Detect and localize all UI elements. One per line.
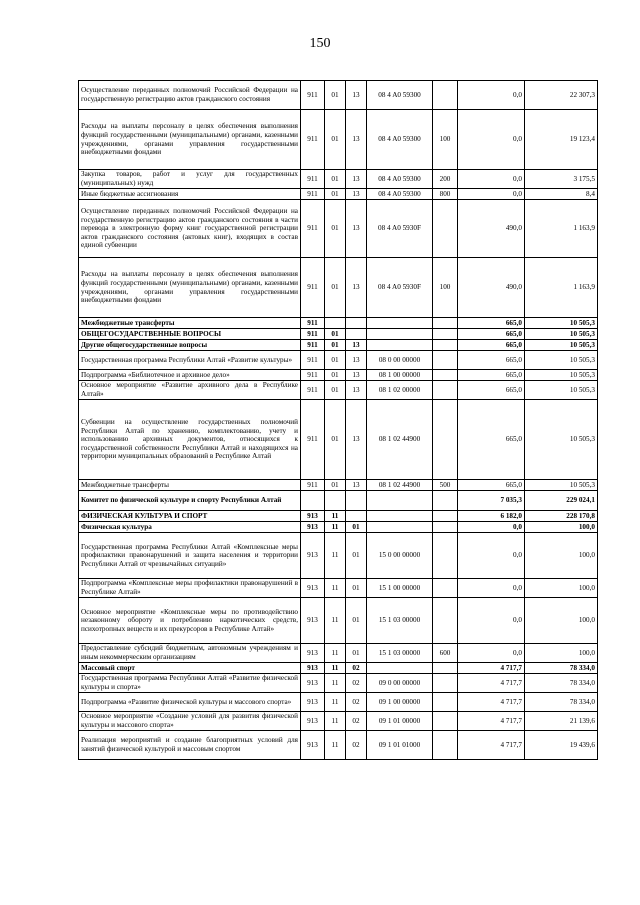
row-name: Осуществление переданных полномочий Российской Федерации на государственную регистрацию актов гражданского состояния	[79, 81, 301, 110]
row-name: Реализация мероприятий и создание благоприятных условий для занятий физической культурой и массовым спортом	[79, 731, 301, 760]
section-code: 11	[325, 511, 346, 522]
table-body	[79, 81, 598, 760]
section-code: 01	[325, 200, 346, 258]
expense-type-code	[433, 351, 458, 370]
table-row	[79, 400, 598, 480]
row-name: Подпрограмма «Библиотечное и архивное дело»	[79, 370, 301, 381]
amount-col-2: 10 505,3	[525, 480, 598, 491]
dept-code: 913	[301, 674, 325, 693]
target-article-code: 08 1 02 44900	[367, 480, 433, 491]
amount-col-1: 0,0	[458, 533, 525, 579]
amount-col-2: 10 505,3	[525, 318, 598, 329]
section-code	[325, 318, 346, 329]
row-name: Межбюджетные трансферты	[79, 318, 301, 329]
subsection-code: 13	[346, 81, 367, 110]
target-article-code	[367, 318, 433, 329]
amount-col-1: 4 717,7	[458, 731, 525, 760]
amount-col-2: 10 505,3	[525, 351, 598, 370]
expense-type-code	[433, 511, 458, 522]
amount-col-1: 490,0	[458, 200, 525, 258]
expense-type-code: 100	[433, 258, 458, 318]
target-article-code: 15 1 03 00000	[367, 598, 433, 644]
table-row	[79, 189, 598, 200]
expense-type-code: 800	[433, 189, 458, 200]
amount-col-2: 100,0	[525, 533, 598, 579]
amount-col-1: 665,0	[458, 480, 525, 491]
expense-type-code	[433, 381, 458, 400]
dept-code: 911	[301, 200, 325, 258]
amount-col-1: 0,0	[458, 598, 525, 644]
dept-code: 913	[301, 731, 325, 760]
amount-col-2: 10 505,3	[525, 329, 598, 340]
dept-code: 913	[301, 644, 325, 663]
subsection-code: 02	[346, 674, 367, 693]
amount-col-1: 665,0	[458, 370, 525, 381]
subsection-code	[346, 511, 367, 522]
subsection-code: 13	[346, 258, 367, 318]
subsection-code: 01	[346, 579, 367, 598]
table-row	[79, 110, 598, 170]
target-article-code: 08 1 02 00000	[367, 381, 433, 400]
dept-code: 911	[301, 370, 325, 381]
amount-col-2: 100,0	[525, 579, 598, 598]
target-article-code: 08 4 A0 59300	[367, 189, 433, 200]
amount-col-2: 21 139,6	[525, 712, 598, 731]
dept-code: 911	[301, 381, 325, 400]
row-name: Основное мероприятие «Создание условий для развития физической культуры и массового спорта»	[79, 712, 301, 731]
dept-code: 911	[301, 400, 325, 480]
dept-code: 913	[301, 693, 325, 712]
table-row	[79, 480, 598, 491]
expense-type-code	[433, 674, 458, 693]
expense-type-code	[433, 370, 458, 381]
target-article-code: 08 4 A0 59300	[367, 110, 433, 170]
table-row	[79, 370, 598, 381]
target-article-code: 15 1 03 00000	[367, 644, 433, 663]
amount-col-2: 100,0	[525, 522, 598, 533]
subsection-code: 13	[346, 170, 367, 189]
amount-col-1: 0,0	[458, 644, 525, 663]
section-code: 01	[325, 170, 346, 189]
dept-code: 913	[301, 712, 325, 731]
table-row	[79, 579, 598, 598]
row-name: Иные бюджетные ассигнования	[79, 189, 301, 200]
subsection-code: 13	[346, 351, 367, 370]
target-article-code: 08 4 A0 5930F	[367, 258, 433, 318]
amount-col-2: 228 170,8	[525, 511, 598, 522]
page-number: 150	[309, 36, 331, 51]
amount-col-1: 6 182,0	[458, 511, 525, 522]
amount-col-1: 7 035,3	[458, 491, 525, 511]
dept-code: 913	[301, 598, 325, 644]
target-article-code: 09 1 00 00000	[367, 693, 433, 712]
expense-type-code: 500	[433, 480, 458, 491]
amount-col-2: 19 123,4	[525, 110, 598, 170]
section-code: 11	[325, 674, 346, 693]
subsection-code: 02	[346, 663, 367, 674]
dept-code: 913	[301, 533, 325, 579]
expense-type-code	[433, 579, 458, 598]
subsection-code: 01	[346, 598, 367, 644]
amount-col-2: 10 505,3	[525, 400, 598, 480]
amount-col-1: 665,0	[458, 318, 525, 329]
row-name: Закупка товаров, работ и услуг для государственных (муниципальных) нужд	[79, 170, 301, 189]
amount-col-1: 0,0	[458, 189, 525, 200]
amount-col-2: 3 175,5	[525, 170, 598, 189]
row-name: Расходы на выплаты персоналу в целях обеспечения выполнения функций государственными (муниципальными) органами, казенными учреждениями, органами управления государственными внебюджетными фондами	[79, 110, 301, 170]
target-article-code: 09 0 00 00000	[367, 674, 433, 693]
amount-col-1: 4 717,7	[458, 693, 525, 712]
amount-col-2: 100,0	[525, 598, 598, 644]
amount-col-1: 665,0	[458, 381, 525, 400]
subsection-code: 13	[346, 340, 367, 351]
table-row	[79, 491, 598, 511]
target-article-code	[367, 663, 433, 674]
table-row	[79, 351, 598, 370]
target-article-code	[367, 522, 433, 533]
row-name: ОБЩЕГОСУДАРСТВЕННЫЕ ВОПРОСЫ	[79, 329, 301, 340]
amount-col-2: 10 505,3	[525, 381, 598, 400]
subsection-code: 13	[346, 110, 367, 170]
subsection-code: 01	[346, 522, 367, 533]
subsection-code	[346, 491, 367, 511]
amount-col-1: 0,0	[458, 110, 525, 170]
table-row	[79, 170, 598, 189]
amount-col-2: 78 334,0	[525, 693, 598, 712]
table-row	[79, 644, 598, 663]
dept-code: 911	[301, 189, 325, 200]
amount-col-2: 100,0	[525, 644, 598, 663]
amount-col-2: 229 024,1	[525, 491, 598, 511]
row-name: Государственная программа Республики Алтай «Развитие физической культуры и спорта»	[79, 674, 301, 693]
dept-code: 913	[301, 663, 325, 674]
subsection-code	[346, 329, 367, 340]
subsection-code: 13	[346, 189, 367, 200]
table-row	[79, 522, 598, 533]
subsection-code: 01	[346, 644, 367, 663]
expense-type-code	[433, 400, 458, 480]
budget-table	[78, 80, 598, 760]
target-article-code: 08 1 00 00000	[367, 370, 433, 381]
subsection-code: 13	[346, 400, 367, 480]
target-article-code: 15 0 00 00000	[367, 533, 433, 579]
row-name: Расходы на выплаты персоналу в целях обеспечения выполнения функций государственными (муниципальными) органами, казенными учреждениями, органами управления государственными внебюджетными фондами	[79, 258, 301, 318]
target-article-code	[367, 511, 433, 522]
section-code: 11	[325, 731, 346, 760]
expense-type-code: 600	[433, 644, 458, 663]
dept-code: 911	[301, 81, 325, 110]
row-name: Государственная программа Республики Алтай «Развитие культуры»	[79, 351, 301, 370]
target-article-code: 09 1 01 01000	[367, 731, 433, 760]
expense-type-code	[433, 663, 458, 674]
table-row	[79, 712, 598, 731]
table-row	[79, 674, 598, 693]
section-code: 01	[325, 381, 346, 400]
dept-code: 911	[301, 318, 325, 329]
subsection-code: 13	[346, 370, 367, 381]
section-code: 01	[325, 81, 346, 110]
row-name: Другие общегосударственные вопросы	[79, 340, 301, 351]
table-row	[79, 81, 598, 110]
dept-code: 911	[301, 340, 325, 351]
amount-col-2: 10 505,3	[525, 370, 598, 381]
target-article-code: 15 1 00 00000	[367, 579, 433, 598]
target-article-code: 08 1 02 44900	[367, 400, 433, 480]
target-article-code	[367, 491, 433, 511]
expense-type-code	[433, 522, 458, 533]
table-row	[79, 258, 598, 318]
table-row	[79, 533, 598, 579]
section-code: 11	[325, 533, 346, 579]
amount-col-2: 78 334,0	[525, 674, 598, 693]
expense-type-code	[433, 318, 458, 329]
target-article-code: 08 4 A0 59300	[367, 81, 433, 110]
section-code: 11	[325, 644, 346, 663]
table-row	[79, 598, 598, 644]
row-name: Основное мероприятие «Развитие архивного дела в Республике Алтай»	[79, 381, 301, 400]
amount-col-1: 4 717,7	[458, 674, 525, 693]
expense-type-code	[433, 598, 458, 644]
subsection-code: 13	[346, 480, 367, 491]
section-code: 11	[325, 693, 346, 712]
expense-type-code	[433, 340, 458, 351]
section-code: 01	[325, 340, 346, 351]
table-row	[79, 318, 598, 329]
subsection-code: 01	[346, 533, 367, 579]
amount-col-1: 665,0	[458, 340, 525, 351]
amount-col-2: 1 163,9	[525, 200, 598, 258]
expense-type-code	[433, 693, 458, 712]
table-row	[79, 329, 598, 340]
expense-type-code	[433, 81, 458, 110]
amount-col-1: 665,0	[458, 351, 525, 370]
target-article-code: 09 1 01 00000	[367, 712, 433, 731]
amount-col-1: 0,0	[458, 170, 525, 189]
expense-type-code	[433, 329, 458, 340]
section-code: 11	[325, 712, 346, 731]
dept-code: 913	[301, 579, 325, 598]
amount-col-1: 0,0	[458, 522, 525, 533]
row-name: ФИЗИЧЕСКАЯ КУЛЬТУРА И СПОРТ	[79, 511, 301, 522]
row-name: Массовый спорт	[79, 663, 301, 674]
section-code: 01	[325, 400, 346, 480]
target-article-code: 08 4 A0 5930F	[367, 200, 433, 258]
section-code: 11	[325, 579, 346, 598]
dept-code: 913	[301, 511, 325, 522]
section-code: 11	[325, 663, 346, 674]
section-code: 01	[325, 110, 346, 170]
row-name: Субвенции на осуществление государственных полномочий Республики Алтай по хранению, комплектованию, учету и использованию архивных документов, относящихся к государственной собственности Республики Алтай и находящихся на территории муниципальных образований в Республике Алтай	[79, 400, 301, 480]
subsection-code: 02	[346, 712, 367, 731]
section-code: 01	[325, 258, 346, 318]
amount-col-1: 665,0	[458, 329, 525, 340]
subsection-code	[346, 318, 367, 329]
table-row	[79, 340, 598, 351]
section-code: 01	[325, 351, 346, 370]
section-code: 01	[325, 329, 346, 340]
dept-code	[301, 491, 325, 511]
amount-col-2: 8,4	[525, 189, 598, 200]
amount-col-1: 490,0	[458, 258, 525, 318]
dept-code: 911	[301, 329, 325, 340]
dept-code: 911	[301, 110, 325, 170]
row-name: Предоставление субсидий бюджетным, автономным учреждениям и иным некоммерческим организациям	[79, 644, 301, 663]
section-code: 11	[325, 598, 346, 644]
expense-type-code: 200	[433, 170, 458, 189]
row-name: Межбюджетные трансферты	[79, 480, 301, 491]
target-article-code	[367, 340, 433, 351]
amount-col-1: 0,0	[458, 81, 525, 110]
dept-code: 911	[301, 480, 325, 491]
section-code: 11	[325, 522, 346, 533]
table-row	[79, 693, 598, 712]
table-row	[79, 511, 598, 522]
dept-code: 911	[301, 258, 325, 318]
row-name: Физическая культура	[79, 522, 301, 533]
expense-type-code: 100	[433, 110, 458, 170]
subsection-code: 13	[346, 381, 367, 400]
expense-type-code	[433, 712, 458, 731]
dept-code: 911	[301, 170, 325, 189]
target-article-code	[367, 329, 433, 340]
subsection-code: 02	[346, 731, 367, 760]
expense-type-code	[433, 200, 458, 258]
subsection-code: 02	[346, 693, 367, 712]
expense-type-code	[433, 491, 458, 511]
row-name: Комитет по физической культуре и спорту Республики Алтай	[79, 491, 301, 511]
target-article-code: 08 4 A0 59300	[367, 170, 433, 189]
section-code: 01	[325, 480, 346, 491]
section-code: 01	[325, 370, 346, 381]
row-name: Подпрограмма «Развитие физической культуры и массового спорта»	[79, 693, 301, 712]
expense-type-code	[433, 533, 458, 579]
expense-type-code	[433, 731, 458, 760]
row-name: Основное мероприятие «Комплексные меры по противодействию незаконному обороту и потреблению наркотических средств, психотропных веществ и их прекурсоров в Республике Алтай»	[79, 598, 301, 644]
table-row	[79, 381, 598, 400]
amount-col-1: 665,0	[458, 400, 525, 480]
dept-code: 911	[301, 351, 325, 370]
amount-col-1: 4 717,7	[458, 712, 525, 731]
amount-col-2: 19 439,6	[525, 731, 598, 760]
table-row	[79, 731, 598, 760]
dept-code: 913	[301, 522, 325, 533]
amount-col-1: 0,0	[458, 579, 525, 598]
table-row	[79, 663, 598, 674]
amount-col-2: 78 334,0	[525, 663, 598, 674]
row-name: Осуществление переданных полномочий Российской Федерации на государственную регистрацию актов гражданского состояния в части перевода в электронную форму книг государственной регистрации актов гражданского состояния (актовых книг), входящих в состав единой субвенции	[79, 200, 301, 258]
amount-col-1: 4 717,7	[458, 663, 525, 674]
subsection-code: 13	[346, 200, 367, 258]
section-code: 01	[325, 189, 346, 200]
target-article-code: 08 0 00 00000	[367, 351, 433, 370]
amount-col-2: 1 163,9	[525, 258, 598, 318]
row-name: Подпрограмма «Комплексные меры профилактики правонарушений в Республике Алтай»	[79, 579, 301, 598]
amount-col-2: 10 505,3	[525, 340, 598, 351]
section-code	[325, 491, 346, 511]
row-name: Государственная программа Республики Алтай «Комплексные меры профилактики правонарушений и защита населения и территории Республики Алтай от чрезвычайных ситуаций»	[79, 533, 301, 579]
amount-col-2: 22 307,3	[525, 81, 598, 110]
table-row	[79, 200, 598, 258]
